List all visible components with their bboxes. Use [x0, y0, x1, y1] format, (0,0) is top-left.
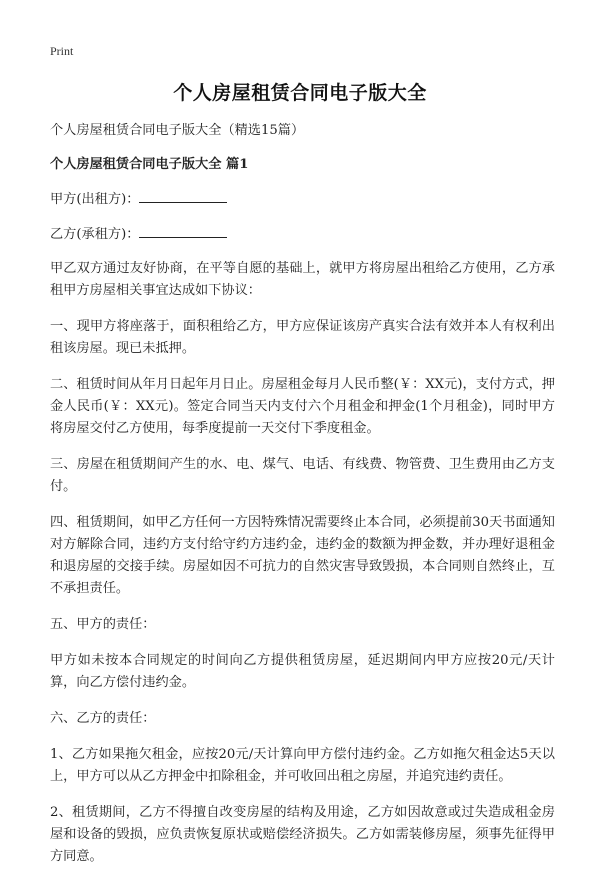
paragraph-clause-2: 二、租赁时间从年月日起年月日止。房屋租金每月人民币整(￥：XX元)，支付方式，押金人民币(￥：XX元)。签定合同当天内支付六个月租金和押金(1个月租金)，同时甲方将房屋交付乙方使用，每季度提前一天交付下季度租金。 [50, 377, 555, 436]
paragraph-clause-5-text: 甲方如未按本合同规定的时间向乙方提供租赁房屋，延迟期间内甲方应按20元/天计算，向乙方偿付违约金。 [50, 653, 555, 690]
section-heading: 个人房屋租赁合同电子版大全 篇1 [50, 157, 249, 172]
paragraph-clause-5-heading: 五、甲方的责任： [50, 617, 156, 632]
party-b-blank [139, 223, 227, 238]
paragraph-clause-6-heading: 六、乙方的责任： [50, 711, 156, 726]
paragraph-clause-3: 三、房屋在租赁期间产生的水、电、煤气、电话、有线费、物管费、卫生费用由乙方支付。 [50, 457, 555, 494]
party-a-field [50, 188, 555, 211]
paragraph-clause-4: 四、租赁期间，如甲乙方任何一方因特殊情况需要终止本合同，必须提前30天书面通知对方解除合同，违约方支付给守约方违约金，违约金的数额为押金数，并办理好退租金和退房屋的交接手续。房屋如因不可抗力的自然灾害导致毁损，本合同则自然终止，互不承担责任。 [50, 515, 555, 596]
document-title: 个人房屋租赁合同电子版大全 [173, 82, 427, 104]
print-link[interactable]: Print [50, 44, 74, 58]
paragraph-intro: 甲乙双方通过友好协商，在平等自愿的基础上，就甲方将房屋出租给乙方使用，乙方承租甲方房屋相关事宜达成如下协议： [50, 261, 555, 298]
paragraph-clause-6-item-1: 1、乙方如果拖欠租金，应按20元/天计算向甲方偿付违约金。乙方如拖欠租金达5天以上，甲方可以从乙方押金中扣除租金，并可收回出租之房屋，并追究违约责任。 [50, 747, 555, 784]
party-a-label: 甲方(出租方)： [50, 192, 140, 207]
paragraph-clause-6-item-2: 2、租赁期间，乙方不得擅自改变房屋的结构及用途，乙方如因故意或过失造成租金房屋和设备的毁损，应负责恢复原状或赔偿经济损失。乙方如需装修房屋，须事先征得甲方同意。 [50, 805, 555, 864]
document-subtitle: 个人房屋租赁合同电子版大全（精选15篇） [50, 123, 305, 138]
document-body [50, 120, 555, 882]
party-a-blank [139, 188, 227, 203]
party-b-label: 乙方(承租方)： [50, 227, 140, 242]
paragraph-clause-1: 一、现甲方将座落于，面积租给乙方，甲方应保证该房产真实合法有效并本人有权利出租该房屋。现已未抵押。 [50, 319, 555, 356]
party-b-field [50, 223, 555, 246]
